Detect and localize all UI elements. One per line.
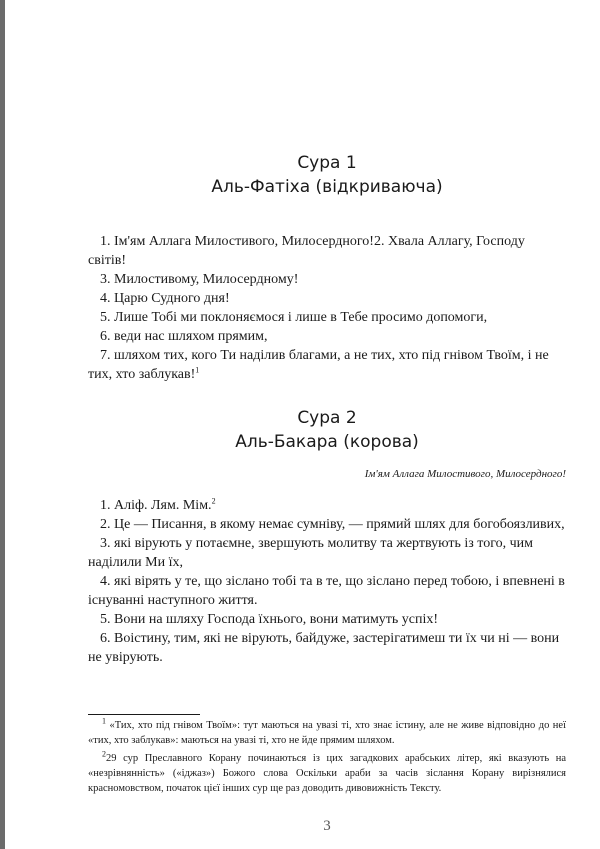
verse: 5. Вони на шляху Господа їхнього, вони матимуть успіх! — [100, 612, 439, 627]
sura-2-subtitle: Аль-Бакара (корова) — [235, 432, 419, 452]
verse: 6. Воістину, тим, які не вірують, байдуже, застерігатимеш ти їх чи ні — вони не увірують. — [88, 631, 560, 665]
sura-2-title: Сура 2 — [297, 408, 357, 428]
footnote — [88, 751, 566, 796]
verse-text: 1. Аліф. Лям. Мім. — [100, 498, 212, 513]
verse: 3. які вірують у потаємне, звершують молитву та жертвують із того, чим наділили Ми їх, — [88, 536, 534, 570]
sura-1-verses — [88, 232, 566, 384]
sura-2-heading — [88, 406, 566, 454]
verse: 1. Ім'ям Аллага Милостивого, Милосердного!2. Хвала Аллагу, Господу світів! — [88, 234, 525, 268]
footnote — [88, 718, 566, 748]
sura-2-verses — [88, 496, 566, 667]
verse: 3. Милостивому, Милосердному! — [100, 272, 299, 287]
footnote-marker: 1 — [195, 365, 200, 375]
verse — [88, 346, 566, 384]
sura-1-subtitle: Аль-Фатіха (відкриваюча) — [211, 177, 443, 197]
footnotes — [88, 718, 566, 799]
sura-1-title: Сура 1 — [297, 153, 357, 173]
footnote-number: 2 — [102, 749, 106, 759]
footnote-number: 1 — [102, 716, 106, 726]
verse: 4. Царю Судного дня! — [100, 291, 230, 306]
verse — [88, 496, 566, 515]
verse: 6. веди нас шляхом прямим, — [100, 329, 268, 344]
verse-text: 7. шляхом тих, кого Ти наділив благами, а не тих, хто під гнівом Твоїм, і не тих, хто заблукав! — [88, 348, 549, 382]
sura-1-heading — [88, 151, 566, 199]
footnote-text: «Тих, хто під гнівом Твоїм»: тут маються на увазі ті, хто знає істину, але не живе відповідно до неї «тих, хто заблукав»: маються на увазі ті, хто не йде прямим шляхом. — [88, 720, 566, 746]
verse: 5. Лише Тобі ми поклоняємося і лише в Тебе просимо допомоги, — [100, 310, 488, 325]
footnote-divider — [88, 714, 200, 715]
footnote-text: 29 сур Преславного Корану починаються із цих загадкових арабських літер, які вказують на «незрівнянність» («іджаз») Божого слова Оскільки араби за часів зіслання Корану вирізнялися красномовством, початок цієї інших сур ще раз доводить дивовижність Тексту. — [88, 753, 566, 794]
page-number: 3 — [323, 818, 331, 834]
page-edge — [0, 0, 5, 849]
basmala: Ім'ям Аллага Милостивого, Милосердного! — [364, 468, 566, 480]
verse: 4. які вірять у те, що зіслано тобі та в те, що зіслано перед тобою, і впевнені в існуванні наступного життя. — [88, 574, 565, 608]
footnote-marker: 2 — [211, 496, 216, 506]
verse: 2. Це — Писання, в якому немає сумніву, — прямий шлях для богобоязливих, — [100, 517, 565, 532]
